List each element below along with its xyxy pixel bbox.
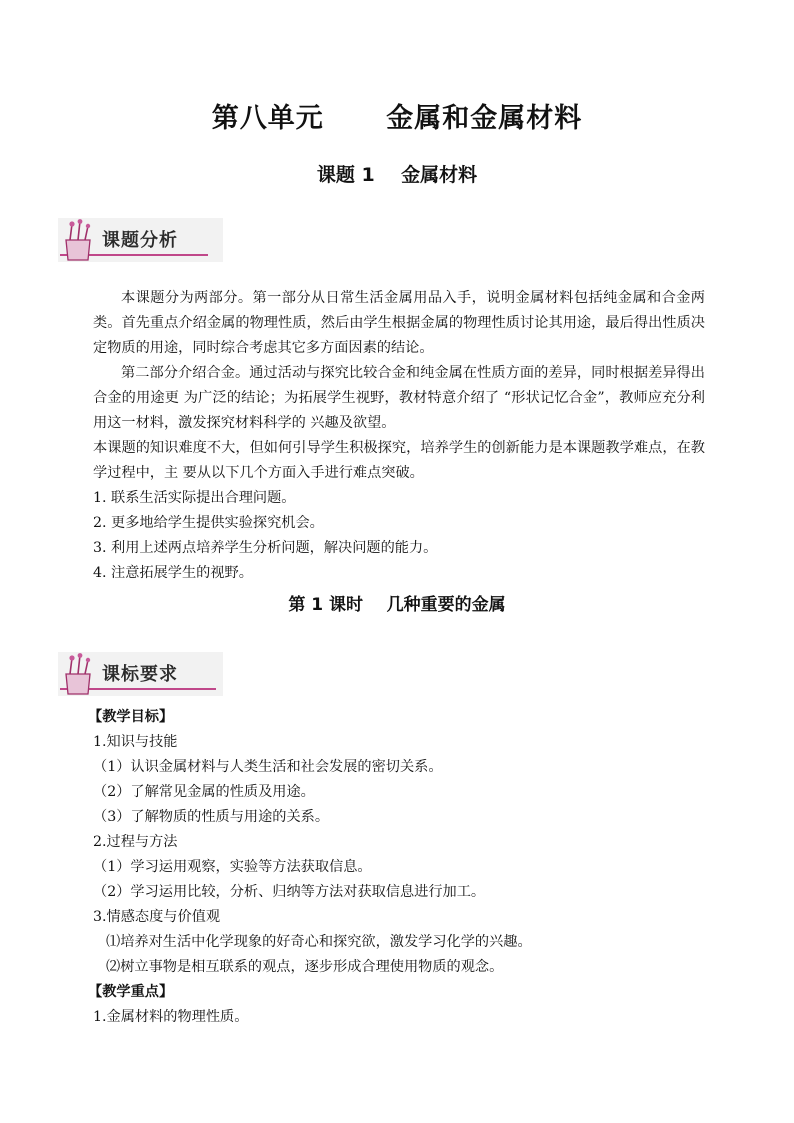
analysis-paragraph-2: 第二部分介绍合金。通过活动与探究比较合金和纯金属在性质方面的差异，同时根据差异得出合金的用途更 为广泛的结论；为拓展学生视野，教材特意介绍了 “形状记忆合金”，教师应充分利用这一材料，激发探究材料科学的 兴趣及欲望。 [93, 365, 705, 431]
goal-item: （2）学习运用比较，分析、归纳等方法对获取信息进行加工。 [93, 884, 486, 900]
section-banner-analysis [58, 218, 223, 270]
goal-item: （2）了解常见金属的性质及用途。 [93, 784, 315, 800]
section-banner-label: 课标要求 [102, 664, 178, 685]
goal-item: ⑵树立事物是相互联系的观点，逐步形成合理使用物质的观念。 [106, 959, 504, 975]
section-banner-label: 课题分析 [102, 230, 178, 251]
lesson-topic-title: 课题 1 金属材料 [316, 164, 478, 186]
list-item: 3. 利用上述两点培养学生分析问题，解决问题的能力。 [93, 540, 438, 556]
goals-heading: 【教学目标】 [88, 709, 174, 725]
goal-item: ⑴培养对生活中化学现象的好奇心和探究欲，激发学习化学的兴趣。 [106, 934, 532, 950]
focus-heading: 【教学重点】 [88, 984, 174, 1000]
focus-item: 1.金属材料的物理性质。 [93, 1009, 249, 1025]
section-banner-standards [58, 652, 223, 704]
goal-category: 2.过程与方法 [93, 834, 178, 850]
list-item: 2. 更多地给学生提供实验探究机会。 [93, 515, 324, 531]
goal-item: （1）认识金属材料与人类生活和社会发展的密切关系。 [93, 759, 443, 775]
page-title: 第八单元 金属和金属材料 [211, 103, 583, 134]
list-item: 4. 注意拓展学生的视野。 [93, 565, 253, 581]
goal-item: （1）学习运用观察，实验等方法获取信息。 [93, 859, 372, 875]
goal-category: 1.知识与技能 [93, 734, 178, 750]
list-item: 1. 联系生活实际提出合理问题。 [93, 490, 296, 506]
analysis-paragraph-3: 本课题的知识难度不大，但如何引导学生积极探究，培养学生的创新能力是本课题教学难点，在教学过程中，主 要从以下几个方面入手进行难点突破。 [93, 440, 705, 481]
lesson-title: 第 1 课时 几种重要的金属 [288, 595, 506, 615]
goal-item: （3）了解物质的性质与用途的关系。 [93, 809, 330, 825]
analysis-paragraph-1: 本课题分为两部分。第一部分从日常生活金属用品入手，说明金属材料包括纯金属和合金两类。首先重点介绍金属的物理性质，然后由学生根据金属的物理性质讨论其用途，最后得出性质决定物质的用途，同时综合考虑其它多方面因素的结论。 [93, 290, 705, 356]
goal-category: 3.情感态度与价值观 [93, 909, 221, 925]
